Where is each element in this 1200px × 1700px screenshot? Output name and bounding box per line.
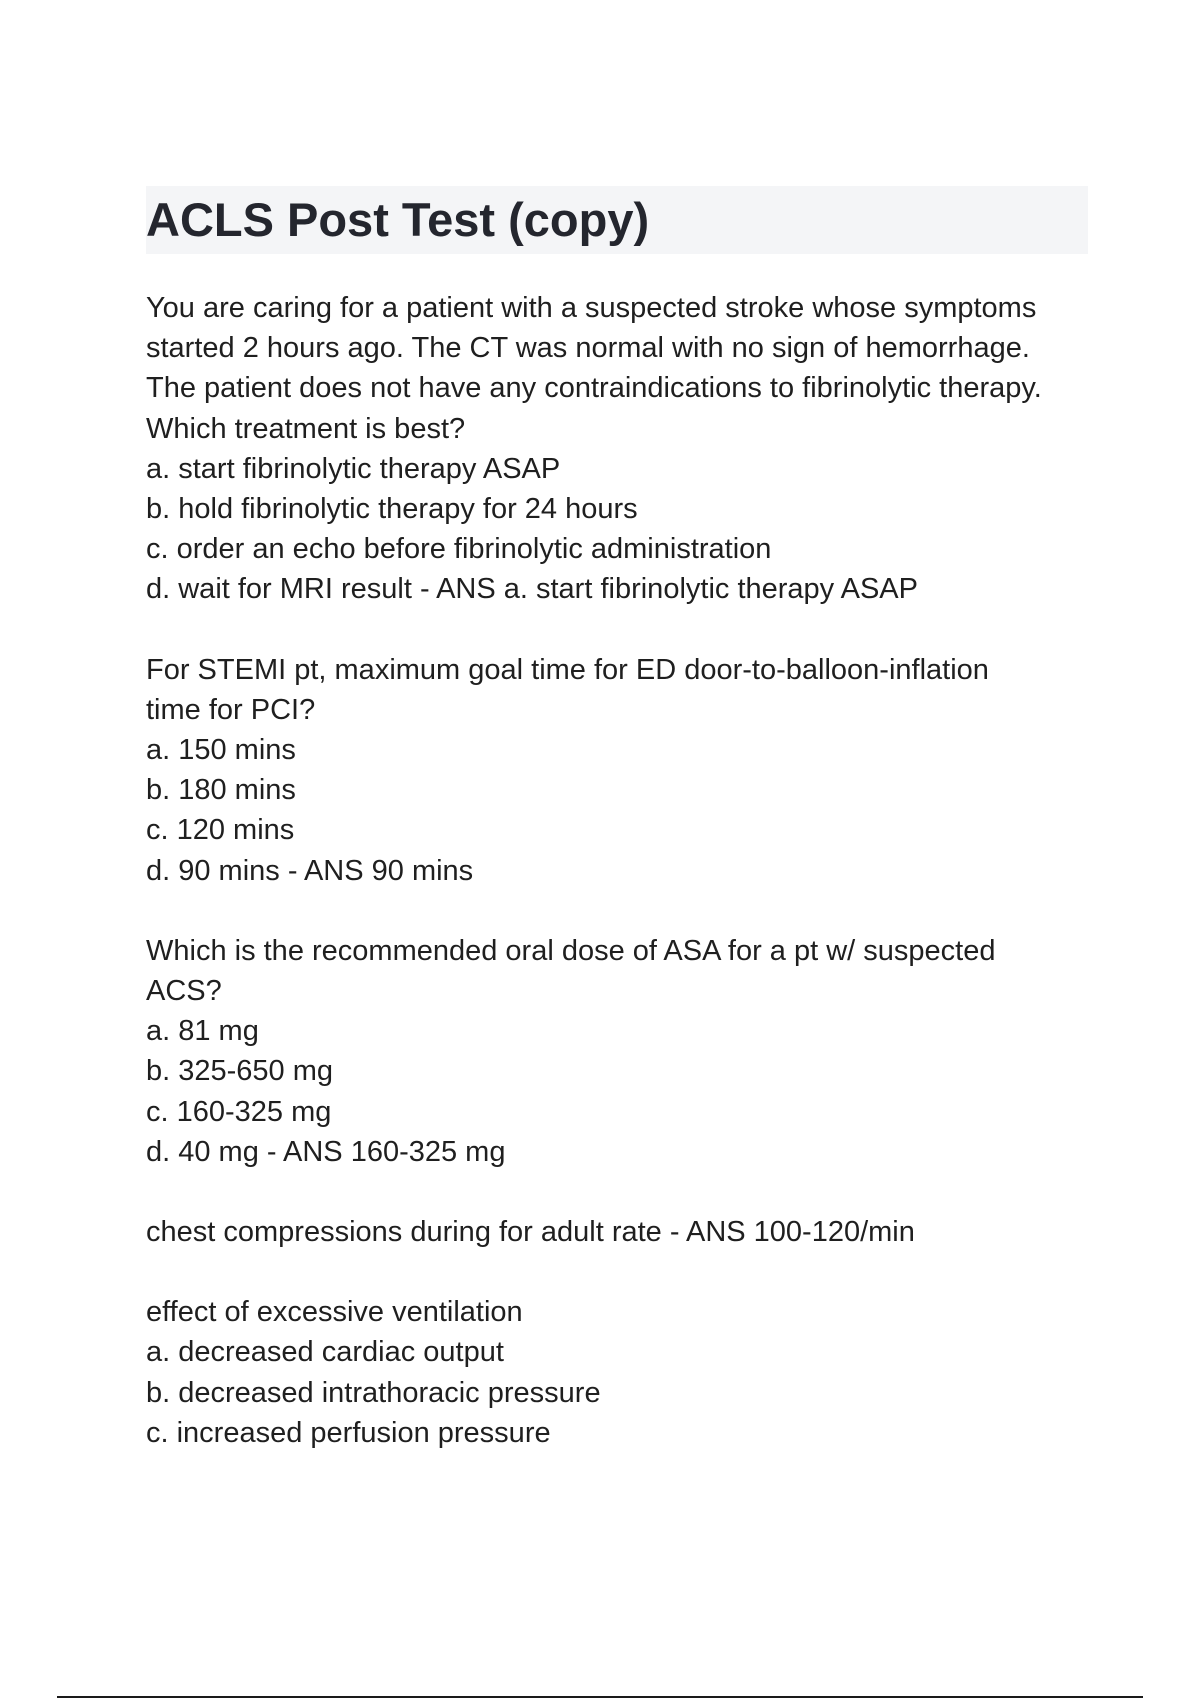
answer-option: d. wait for MRI result - ANS a. start fibrinolytic therapy ASAP <box>146 573 918 606</box>
answer-option: c. increased perfusion pressure <box>146 1416 551 1449</box>
answer-option: b. 180 mins <box>146 774 296 807</box>
question-2 <box>146 650 1096 891</box>
question-5 <box>146 1292 1096 1453</box>
answer-option: a. 81 mg <box>146 1015 259 1048</box>
question-stem-line: Which treatment is best? <box>146 412 466 445</box>
question-spacer <box>146 1252 1096 1292</box>
questions-content <box>146 288 1096 1453</box>
question-stem-line: For STEMI pt, maximum goal time for ED door-to-balloon-inflation <box>146 653 989 686</box>
footer-rule <box>57 1696 1143 1698</box>
answer-option: a. decreased cardiac output <box>146 1336 504 1369</box>
answer-option: d. 40 mg - ANS 160-325 mg <box>146 1135 506 1168</box>
question-1 <box>146 288 1096 610</box>
question-spacer <box>146 891 1096 931</box>
page-title: ACLS Post Test (copy) <box>146 193 650 246</box>
answer-option: c. order an echo before fibrinolytic administration <box>146 533 772 566</box>
question-stem-line: chest compressions during for adult rate - ANS 100-120/min <box>146 1216 915 1249</box>
question-stem-line: ACS? <box>146 975 222 1008</box>
question-spacer <box>146 610 1096 650</box>
question-spacer <box>146 1172 1096 1212</box>
question-stem-line: time for PCI? <box>146 693 316 726</box>
question-3 <box>146 931 1096 1172</box>
answer-option: d. 90 mins - ANS 90 mins <box>146 854 474 887</box>
answer-option: b. hold fibrinolytic therapy for 24 hours <box>146 493 638 526</box>
answer-option: a. start fibrinolytic therapy ASAP <box>146 452 561 485</box>
question-stem-line: started 2 hours ago. The CT was normal with no sign of hemorrhage. <box>146 332 1030 365</box>
answer-option: a. 150 mins <box>146 734 296 767</box>
answer-option: b. 325-650 mg <box>146 1055 334 1088</box>
question-stem-line: The patient does not have any contraindications to fibrinolytic therapy. <box>146 372 1042 405</box>
answer-option: c. 160-325 mg <box>146 1095 332 1128</box>
question-stem-line: effect of excessive ventilation <box>146 1296 523 1329</box>
question-stem-line: You are caring for a patient with a suspected stroke whose symptoms <box>146 292 1037 324</box>
answer-option: b. decreased intrathoracic pressure <box>146 1376 601 1409</box>
answer-option: c. 120 mins <box>146 814 295 847</box>
question-4 <box>146 1212 1096 1252</box>
question-stem-line: Which is the recommended oral dose of ASA for a pt w/ suspected <box>146 934 996 967</box>
